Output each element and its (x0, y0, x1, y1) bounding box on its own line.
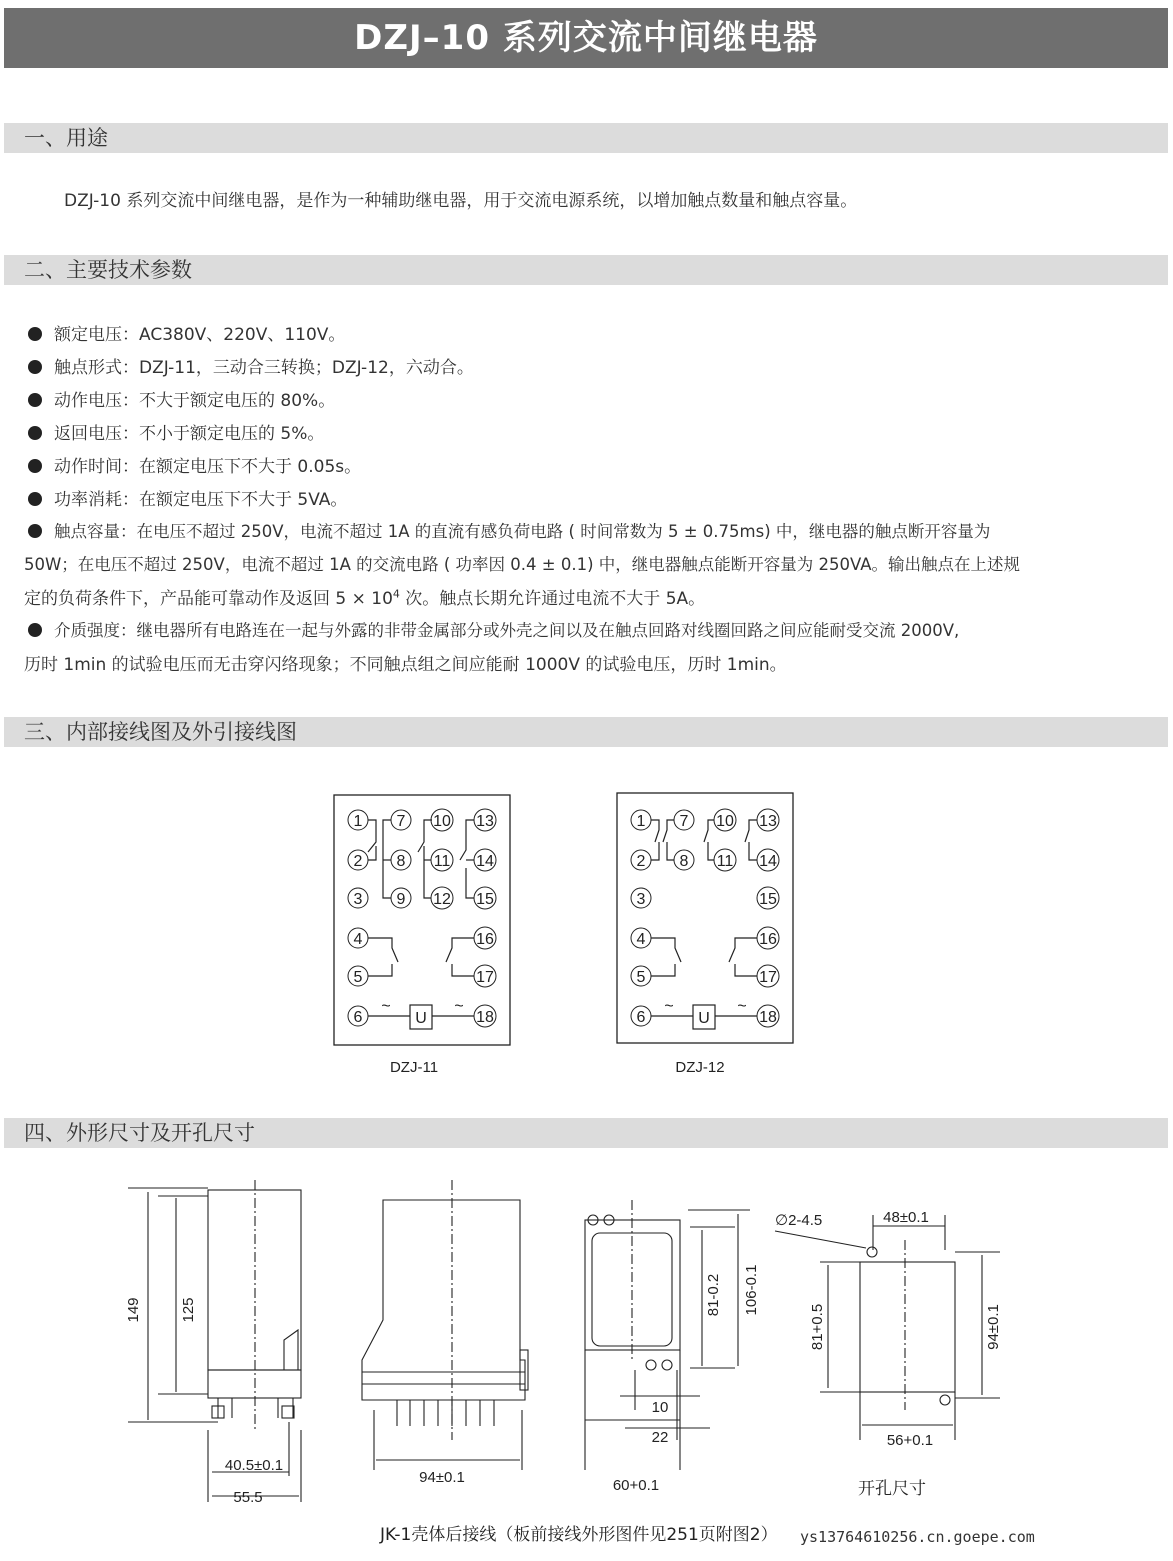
dim-106: 106-0.1 (743, 1264, 760, 1316)
svg-text:11: 11 (716, 853, 734, 870)
svg-text:13: 13 (476, 813, 494, 830)
svg-text:10: 10 (433, 813, 451, 830)
svg-text:4: 4 (636, 931, 646, 948)
dim-81-plus: 81+0.5 (809, 1303, 826, 1351)
svg-text:16: 16 (476, 931, 494, 948)
spec-operate-voltage: 动作电压：不大于额定电压的 80%。 (28, 386, 335, 411)
watermark-url: ys13764610256.cn.goepe.com (800, 1528, 1035, 1546)
svg-text:9: 9 (396, 891, 406, 908)
side-view (128, 1180, 301, 1502)
spec-contact-capacity: 触点容量：在电压不超过 250V，电流不超过 1A 的直流有感负荷电路 ( 时间常数为 5 ± 0.75ms) 中，继电器的触点断开容量为 (28, 518, 990, 542)
spec-contact-capacity-cont1: 50W；在电压不超过 250V，电流不超过 1A 的交流电路 ( 功率因 0.4 ± 0.1) 中，继电器触点能断开容量为 250VA。输出触点在上述规 (24, 555, 1021, 574)
svg-text:14: 14 (476, 853, 494, 870)
terminal (714, 849, 736, 871)
svg-text:10: 10 (716, 813, 734, 830)
bullet-icon (28, 459, 42, 473)
terminal (474, 887, 496, 909)
dim-60: 60+0.1 (612, 1477, 660, 1494)
terminal (631, 888, 651, 908)
spec-rated-voltage: 额定电压：AC380V、220V、110V。 (28, 320, 345, 345)
svg-text:2: 2 (636, 853, 646, 870)
svg-text:5: 5 (636, 969, 646, 986)
spec-return-voltage: 返回电压：不小于额定电压的 5%。 (28, 419, 324, 444)
dim-22: 22 (651, 1429, 669, 1446)
terminal (674, 850, 694, 870)
svg-text:6: 6 (353, 1009, 363, 1026)
terminal (757, 965, 779, 987)
dzj11-terminals (348, 809, 496, 1027)
svg-text:3: 3 (353, 891, 363, 908)
spec-contact-form: 触点形式：DZJ-11，三动合三转换；DZJ-12，六动合。 (28, 353, 474, 378)
terminal (348, 928, 368, 948)
bullet-icon (28, 393, 42, 407)
svg-text:12: 12 (433, 891, 451, 908)
ac-symbol: ~ (381, 998, 391, 1015)
terminal (348, 810, 368, 830)
ac-symbol: ~ (454, 998, 464, 1015)
spec-dielectric-cont: 历时 1min 的试验电压而无击穿闪络现象；不同触点组之间应能耐 1000V 的试验电压，历时 1min。 (24, 655, 787, 675)
dim-10: 10 (651, 1399, 669, 1416)
svg-text:8: 8 (396, 853, 406, 870)
terminal (431, 809, 453, 831)
ac-symbol: ~ (664, 998, 674, 1015)
coil-label: U (698, 1010, 710, 1027)
dzj12-terminals (631, 809, 779, 1027)
svg-text:4: 4 (353, 931, 363, 948)
section-heading-dimensions: 四、外形尺寸及开孔尺寸 (4, 1118, 1168, 1148)
terminal (631, 1006, 651, 1026)
coil-label: U (415, 1010, 427, 1027)
svg-text:1: 1 (636, 813, 646, 830)
terminal (474, 849, 496, 871)
front-view (362, 1180, 528, 1470)
terminal (757, 809, 779, 831)
bullet-icon (28, 524, 42, 538)
terminal (757, 927, 779, 949)
svg-text:14: 14 (759, 853, 777, 870)
terminal (474, 1005, 496, 1027)
terminal (757, 849, 779, 871)
terminal (631, 810, 651, 830)
svg-text:11: 11 (433, 853, 451, 870)
bullet-icon (28, 426, 42, 440)
dim-48: 48±0.1 (883, 1209, 929, 1226)
svg-text:13: 13 (759, 813, 777, 830)
dim-94-vertical: 94±0.1 (985, 1304, 1002, 1350)
svg-text:15: 15 (476, 891, 494, 908)
terminal (431, 887, 453, 909)
dzj12-label: DZJ-12 (675, 1059, 725, 1076)
svg-text:8: 8 (679, 853, 689, 870)
spec-operate-time: 动作时间：在额定电压下不大于 0.05s。 (28, 452, 361, 477)
terminal (474, 965, 496, 987)
dim-81-minus: 81-0.2 (705, 1273, 722, 1317)
terminal (631, 928, 651, 948)
terminal (631, 966, 651, 986)
terminal (757, 887, 779, 909)
terminal (674, 810, 694, 830)
terminal (474, 927, 496, 949)
terminal (348, 888, 368, 908)
dim-149: 149 (125, 1297, 142, 1323)
dim-94: 94±0.1 (419, 1469, 465, 1486)
usage-text: DZJ-10 系列交流中间继电器，是作为一种辅助继电器，用于交流电源系统，以增加触点数量和触点容量。 (64, 191, 858, 211)
dzj11-label: DZJ-11 (389, 1059, 439, 1076)
svg-text:18: 18 (759, 1009, 777, 1026)
section-heading-specs: 二、主要技术参数 (4, 255, 1168, 285)
section-heading-wiring: 三、内部接线图及外引接线图 (4, 717, 1168, 747)
dim-125: 125 (180, 1297, 197, 1323)
terminal (757, 1005, 779, 1027)
svg-text:16: 16 (759, 931, 777, 948)
terminal (391, 810, 411, 830)
dim-hole: ∅2-4.5 (775, 1212, 823, 1229)
terminal (474, 809, 496, 831)
svg-text:3: 3 (636, 891, 646, 908)
terminal (348, 1006, 368, 1026)
terminal (431, 849, 453, 871)
svg-text:17: 17 (476, 969, 494, 986)
dim-56: 56+0.1 (886, 1432, 934, 1449)
spec-power-consumption: 功率消耗：在额定电压下不大于 5VA。 (28, 485, 347, 510)
bullet-icon (28, 492, 42, 506)
terminal (348, 850, 368, 870)
dimension-drawings (0, 1170, 1173, 1520)
svg-text:15: 15 (759, 891, 777, 908)
wiring-diagrams (0, 780, 1173, 1090)
section-heading-usage: 一、用途 (4, 123, 1168, 153)
terminal (631, 850, 651, 870)
svg-text:1: 1 (353, 813, 363, 830)
terminal (714, 809, 736, 831)
svg-text:7: 7 (396, 813, 406, 830)
spec-contact-capacity-cont2: 定的负荷条件下，产品能可靠动作及返回 $5 \times 10^4$ 次。触点长期允许通过电流不大于 5A。 (24, 587, 706, 609)
svg-text:5: 5 (353, 969, 363, 986)
dim-55-5: 55.5 (233, 1489, 263, 1506)
dim-40-5: 40.5±0.1 (224, 1457, 284, 1474)
svg-text:17: 17 (759, 969, 777, 986)
ac-symbol: ~ (737, 998, 747, 1015)
svg-text:2: 2 (353, 853, 363, 870)
cutout-label: 开孔尺寸 (858, 1479, 926, 1498)
terminal (391, 850, 411, 870)
terminal (391, 888, 411, 908)
spec-dielectric: 介质强度：继电器所有电路连在一起与外露的非带金属部分或外壳之间以及在触点回路对线圈回路之间应能耐受交流 2000V, (28, 617, 959, 641)
terminal (348, 966, 368, 986)
bullet-icon (28, 623, 42, 637)
page-title: DZJ–10 系列交流中间继电器 (4, 8, 1168, 68)
bullet-icon (28, 327, 42, 341)
svg-text:7: 7 (679, 813, 689, 830)
bullet-icon (28, 360, 42, 374)
svg-text:18: 18 (476, 1009, 494, 1026)
svg-text:6: 6 (636, 1009, 646, 1026)
figure-caption: JK-1壳体后接线（板前接线外形图件见251页附图2） (380, 1525, 778, 1545)
